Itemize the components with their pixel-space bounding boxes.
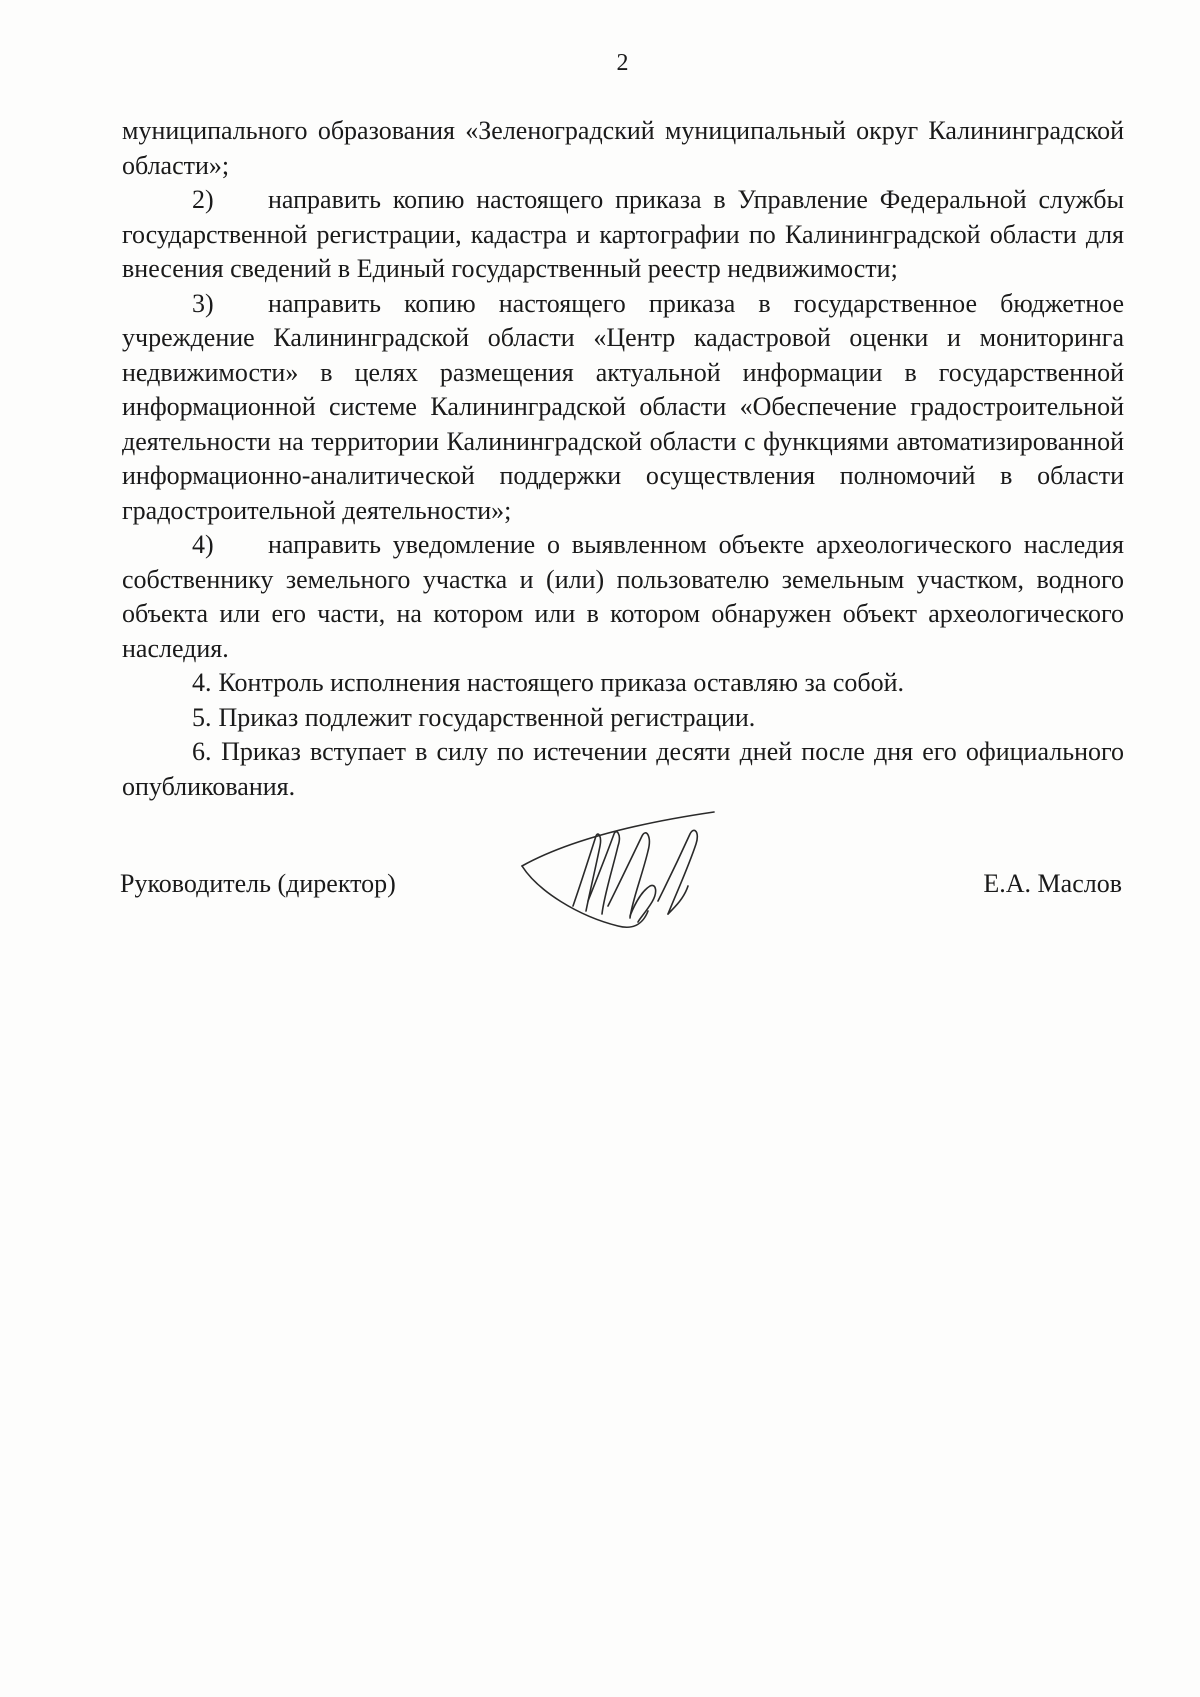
section-text: Контроль исполнения настоящего приказа оставляю за собой. [218,668,905,697]
paragraph-text: муниципального образования «Зеленоградский муниципальный округ Калининградской области»; [122,116,1124,180]
section-text: Приказ подлежит государственной регистрации. [218,702,756,732]
section-number: 6. [192,737,212,766]
list-item-2 [122,183,1124,287]
page-number: 2 [616,50,629,76]
signatory-name: Е.А. Маслов [983,869,1122,898]
section-item-5 [122,701,1124,736]
list-item-text: направить копию настоящего приказа в Управление Федеральной службы государственной регистрации, кадастра и картографии по Калининградской области для внесения сведений в Единый государственный реестр недвижимости; [122,185,1124,283]
list-item-3 [122,287,1124,529]
signatory-title: Руководитель (директор) [120,869,396,898]
list-item-number: 3) [192,288,214,318]
section-item-4 [122,666,1124,701]
list-item-text: направить уведомление о выявленном объекте археологического наследия собственнику земельного участка и (или) пользователю земельным участком, водного объекта или его части, на котором или в котором обнаружен объект археологического наследия. [122,530,1124,663]
section-number: 4. [192,668,212,697]
list-item-text: направить копию настоящего приказа в государственное бюджетное учреждение Калининградской области «Центр кадастровой оценки и мониторинга недвижимости» в целях размещения актуальной информации в государственной информационной системе Калининградской области «Обеспечение градостроительной деятельности на территории Калининградской области с функциями автоматизированной информационно-аналитической поддержки осуществления полномочий в области градостроительной деятельности»; [122,288,1124,525]
paragraph-continuation [122,114,1124,183]
list-item-4 [122,528,1124,666]
document-body [122,114,1124,804]
list-item-number: 4) [192,530,214,559]
section-item-6 [122,735,1124,804]
section-text: Приказ вступает в силу по истечении десяти дней после дня его официального опубликования. [122,737,1125,801]
section-number: 5. [192,702,212,732]
handwritten-signature-icon [518,806,718,931]
list-item-number: 2) [192,185,214,214]
